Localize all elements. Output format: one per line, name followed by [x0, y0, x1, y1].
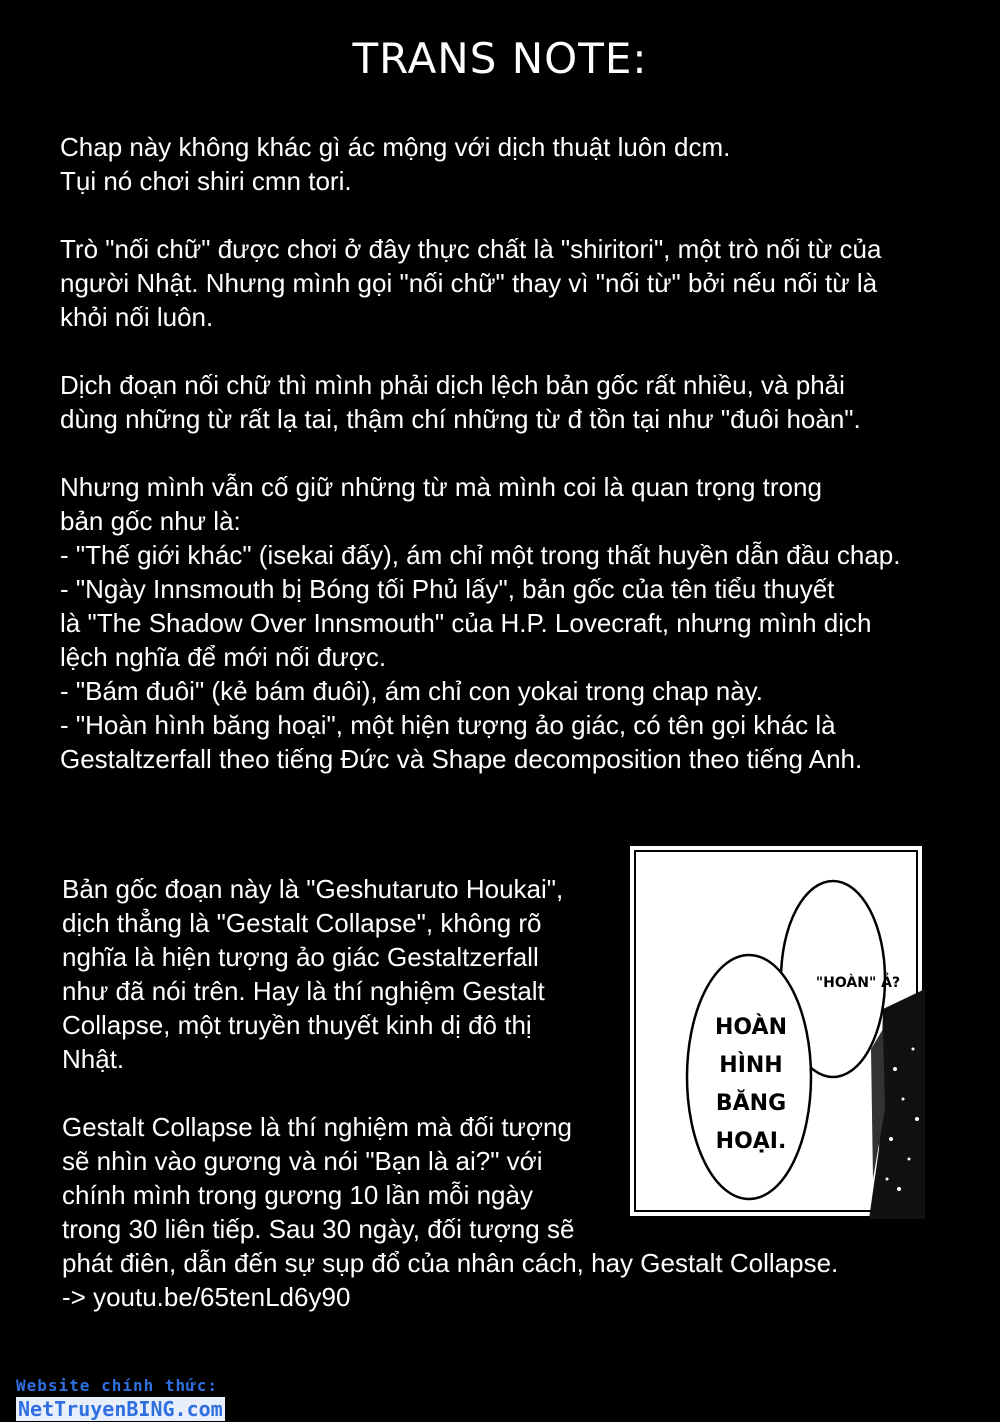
text-line: Bản gốc đoạn này là "Geshutaruto Houkai",	[62, 874, 564, 904]
page-title: TRANS NOTE:	[352, 34, 648, 83]
bubble-large-word: HÌNH	[719, 1053, 783, 1078]
bubble-large-word: BĂNG	[715, 1091, 787, 1116]
text-line: sẽ nhìn vào gương và nói "Bạn là ai?" với	[62, 1146, 543, 1176]
text-line: bản gốc như là:	[60, 506, 241, 536]
text-line: Gestaltzerfall theo tiếng Đức và Shape decomposition theo tiếng Anh.	[60, 744, 863, 774]
paragraph	[60, 232, 980, 334]
trans-note-body	[60, 130, 980, 810]
text-line: dịch thẳng là "Gestalt Collapse", không rõ	[62, 908, 542, 938]
text-line: là "The Shadow Over Innsmouth" của H.P. Lovecraft, nhưng mình dịch	[60, 608, 872, 638]
manga-panel-image	[630, 846, 922, 1216]
paragraph	[60, 368, 980, 436]
text-line: - "Bám đuôi" (kẻ bám đuôi), ám chỉ con yokai trong chap này.	[60, 676, 763, 706]
bubble-large-text	[697, 1009, 805, 1161]
text-line: - "Hoàn hình băng hoại", một hiện tượng ảo giác, có tên gọi khác là	[60, 710, 836, 740]
text-line: chính mình trong gương 10 lần mỗi ngày	[62, 1180, 533, 1210]
bubble-large-word: HOẠI.	[715, 1129, 787, 1154]
text-line: Trò "nối chữ" được chơi ở đây thực chất là "shiritori", một trò nối từ của	[60, 234, 882, 264]
text-line: - "Ngày Innsmouth bị Bóng tối Phủ lấy", bản gốc của tên tiểu thuyết	[60, 574, 835, 604]
text-line: phát điên, dẫn đến sự sụp đổ của nhân cách, hay Gestalt Collapse.	[62, 1248, 839, 1278]
text-line: như đã nói trên. Hay là thí nghiệm Gestalt	[62, 976, 545, 1006]
watermark-site-link[interactable]: NetTruyenBING.com	[18, 1397, 223, 1421]
text-line: Tụi nó chơi shiri cmn tori.	[60, 166, 352, 196]
paragraph	[60, 470, 980, 776]
text-line: người Nhật. Nhưng mình gọi "nối chữ" thay vì "nối từ" bởi nếu nối từ là	[60, 268, 878, 298]
text-line: - "Thế giới khác" (isekai đấy), ám chỉ một trong thất huyền dẫn đầu chap.	[60, 540, 901, 570]
watermark-line1: Website chính thức:	[16, 1376, 219, 1395]
text-line: lệch nghĩa để mới nối được.	[60, 642, 387, 672]
text-line: Chap này không khác gì ác mộng với dịch thuật luôn dcm.	[60, 132, 731, 162]
text-line: Nhưng mình vẫn cố giữ những từ mà mình coi là quan trọng trong	[60, 472, 822, 502]
text-line: khỏi nối luôn.	[60, 302, 214, 332]
text-line: -> youtu.be/65tenLd6y90	[62, 1282, 351, 1312]
text-line: Gestalt Collapse là thí nghiệm mà đối tượng	[62, 1112, 572, 1142]
bubble-small-text: "HOÀN" Ả?	[815, 975, 901, 991]
text-line: dùng những từ rất lạ tai, thậm chí những từ đ tồn tại như "đuôi hoàn".	[60, 404, 861, 434]
bubble-large-word: HOÀN	[715, 1015, 787, 1040]
paragraph	[60, 130, 980, 198]
text-line: Nhật.	[62, 1044, 125, 1074]
text-line: trong 30 liên tiếp. Sau 30 ngày, đối tượng sẽ	[62, 1214, 575, 1244]
text-line: nghĩa là hiện tượng ảo giác Gestaltzerfall	[62, 942, 539, 972]
text-line: Dịch đoạn nối chữ thì mình phải dịch lệch bản gốc rất nhiều, và phải	[60, 370, 845, 400]
text-line: Collapse, một truyền thuyết kinh dị đô thị	[62, 1010, 532, 1040]
site-watermark	[16, 1376, 225, 1421]
